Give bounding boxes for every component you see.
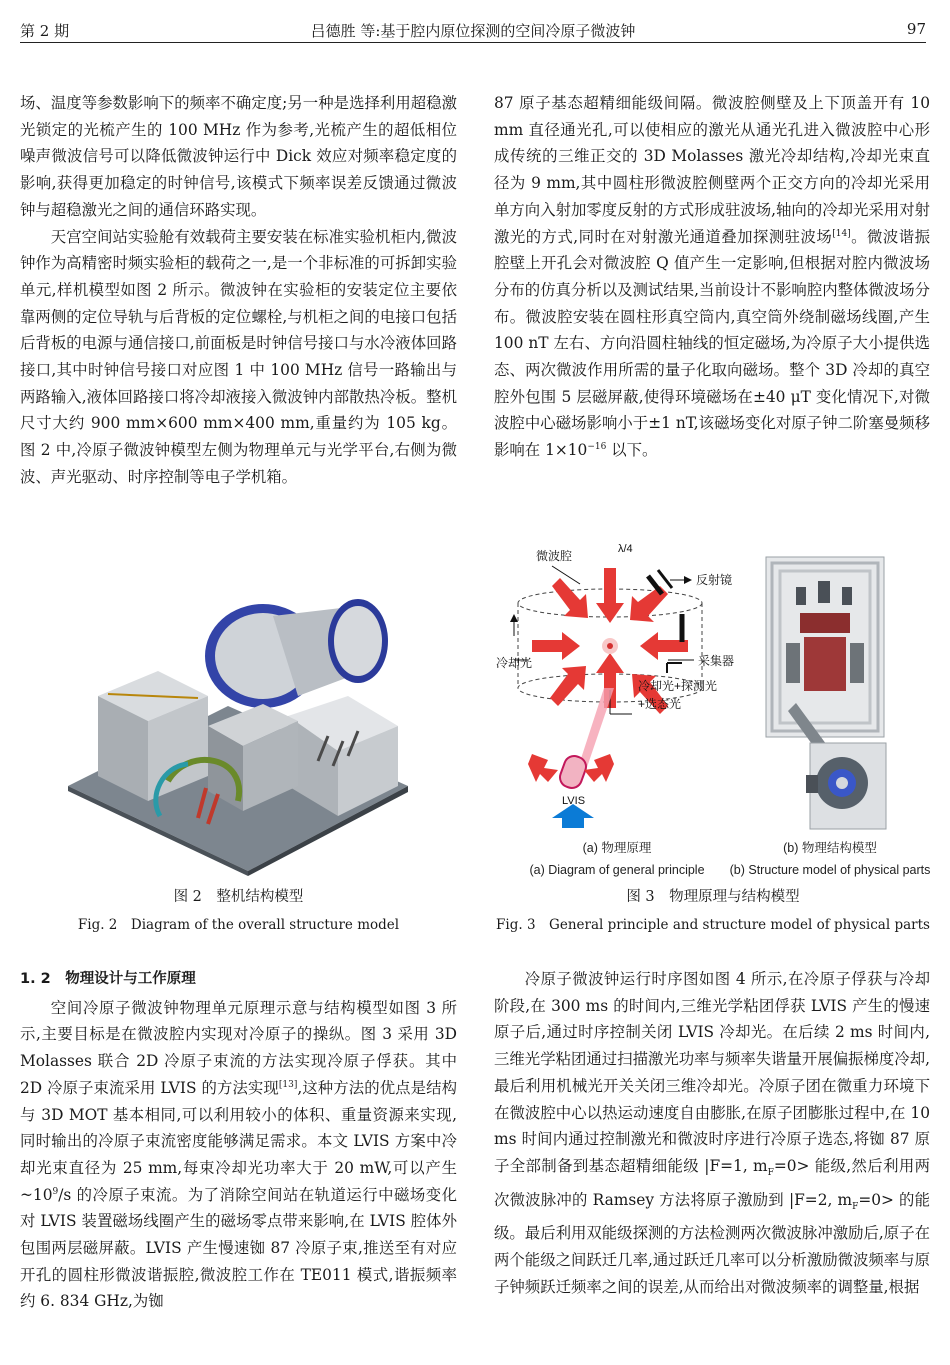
- section-heading: 1. 2 物理设计与工作原理: [20, 971, 196, 987]
- text-run: 以下。: [606, 441, 658, 460]
- subcaption-b-cn: (b) 物理结构模型: [783, 841, 877, 855]
- caption-cn: 图 3 物理原理与结构模型: [626, 889, 800, 905]
- page-header: [20, 10, 926, 43]
- text-run: ,这种方法的优点是结构与 3D MOT 基本相同,可以利用较小的体积、重量资源来实现,同时输出的冷原子束流密度能够满足需求。本文 LVIS 方案中冷却光束直径为 25 mm,每束冷却光功率大于 20 mW,可以产生 ~10: [20, 1078, 457, 1204]
- label-cooling-probe: 冷却光+探测光: [638, 679, 718, 693]
- paragraph: [494, 90, 930, 464]
- text-run: 87 原子基态超精细能级间隔。微波腔侧壁及上下顶盖开有 10 mm 直径通光孔,可以使相应的激光从通光孔进入微波腔中心形成传统的三维正交的 3D Molasses 激光冷却结构,冷却光束直径为 9 mm,其中圆柱形微波腔侧壁两个正交方向的冷却光采用单方向入射加零度反射的方式形成驻波场,轴向的冷却光采用对射激光的方式,同时在对射激光通道叠加探测驻波场: [494, 94, 930, 246]
- running-title: 吕德胜 等:基于腔内原位探测的空间冷原子微波钟: [310, 22, 636, 40]
- general-principle-diagram: [492, 538, 757, 838]
- subscript: F: [852, 1201, 859, 1212]
- text-run: =0> 的能级。最后利用双能级探测的方法检测两次微波脉冲激励后,原子在两个能级之间跃迁几率,通过跃迁几率可以分析激励微波频率与原子钟频跃迁频率之间的误差,从而给出对微波频率的调整量,根据: [494, 1190, 930, 1296]
- exponent: −16: [587, 442, 607, 453]
- subcaption-a-cn: (a) 物理原理: [582, 841, 652, 855]
- paragraph: [494, 966, 930, 1301]
- figure-2-caption: [20, 886, 457, 936]
- text-run: =0> 能级,然后利用两次微波脉冲的 Ramsey 方法将原子激励到 |F=2, m: [494, 1156, 930, 1209]
- subcaption-b-en: (b) Structure model of physical parts: [729, 863, 931, 877]
- right-column-bottom: [494, 966, 930, 1301]
- caption-cn: 图 2 整机结构模型: [173, 889, 304, 905]
- citation-ref[interactable]: [13]: [278, 1079, 298, 1090]
- label-cavity: 微波腔: [536, 549, 573, 563]
- text-run: 。微波谐振腔壁上开孔会对微波腔 Q 值产生一定影响,但根据对腔内微波场分布的仿真分析以及测试结果,当前设计不影响腔内整体微波场分布。微波腔安装在圆柱形真空筒内,真空筒外绕制磁场线圈,产生 100 nT 左右、方向沿圆柱轴线的恒定磁场,为冷原子大小提供选态、两次微波作用所需的量子化取向磁场。整个 3D 冷却的真空腔外包围 5 层磁屏蔽,使得环境磁场在±40 μT 变化情况下,对微波腔中心磁场影响小于±1 nT,该磁场变化对原子钟二阶塞曼频移影响在 1×10: [494, 227, 930, 460]
- figure-3-caption: [490, 886, 936, 936]
- subscript: F: [767, 1168, 774, 1178]
- overall-structure-figure: [48, 586, 428, 876]
- label-lvis: LVIS: [562, 795, 586, 807]
- subcaption-a-en: (a) Diagram of general principle: [529, 863, 705, 877]
- label-cooling-light: 冷却光: [496, 656, 533, 670]
- structure-model-drawing: [760, 553, 890, 839]
- text-run: 冷原子微波钟运行时序图如图 4 所示,在冷原子俘获与冷却阶段,在 300 ms 的时间内,三维光学粘团俘获 LVIS 产生的慢速原子后,通过时序控制关闭 LVIS 冷却光。在后续 2 ms 时间内,三维光学粘团通过扫描激光功率与频率失谐量开展偏振梯度冷却,最后利用机械光开关关闭三维冷却光。冷原子团在微重力环境下在微波腔中心以热运动速度自由膨胀,在原子团膨胀过程中,在 10 ms 时间内通过控制激光和微波时序进行冷原子选态,将铷 87 原子全部制备到基态超精细能级 |F=1, m: [494, 970, 930, 1175]
- text-run: /s 的冷原子束流。为了消除空间站在轨道运行中磁场变化对 LVIS 装置磁场线圈产生的磁场零点带来影响,在 LVIS 腔体外包围两层磁屏蔽。LVIS 产生慢速铷 87 冷原子束,推送至有对应开孔的圆柱形微波谐振腔,微波腔工作在 TE011 模式,谐振频率约 6. 834 GHz,为铷: [20, 1185, 457, 1311]
- paragraph: 天宫空间站实验舱有效载荷主要安装在标准实验机柜内,微波钟作为高精密时频实验柜的载荷之一,是一个非标准的可拆卸实验单元,样机模型如图 2 所示。微波钟在实验柜的安装定位主要依靠两侧的定位导轨与后背板的定位螺栓,与机柜之间的电接口包括后背板的电源与通信接口,前面板是时钟信号接口与水冷液体回路接口,其中时钟信号接口对应图 1 中 100 MHz 信号一路输出与两路输入,液体回路接口将冷却液接入微波钟内部散热冷板。整机尺寸大约 900 mm×600 mm×400 mm,重量约为 105 kg。图 2 中,冷原子微波钟模型左侧为物理单元与光学平台,右侧为微波、声光驱动、时序控制等电子学机箱。: [20, 227, 457, 486]
- label-state-selection: +选态光: [638, 697, 682, 711]
- exponent: 9: [52, 1186, 59, 1197]
- caption-en: Fig. 2 Diagram of the overall structure model: [77, 917, 400, 933]
- fig3a-subcaption: [492, 837, 742, 881]
- left-column-top: [20, 90, 457, 491]
- issue-number: 第 2 期: [20, 22, 70, 40]
- label-mirror: 反射镜: [696, 573, 733, 587]
- paragraph: [20, 995, 457, 1315]
- text-run: 空间冷原子微波钟物理单元原理示意与结构模型如图 3 所示,主要目标是在微波腔内实现对冷原子的操纵。图 3 采用 3D Molasses 联合 2D 冷原子束流的方法实现冷原子俘获。其中 2D 冷原子束流采用 LVIS 的方法实现: [20, 998, 457, 1097]
- page-number: 97: [906, 20, 926, 38]
- label-collector: 采集器: [698, 654, 735, 668]
- left-column-bottom: [20, 966, 457, 1315]
- label-quarter-wave-plate: λ/4: [618, 543, 633, 555]
- fig3b-subcaption: [720, 837, 940, 881]
- citation-ref[interactable]: [14]: [832, 228, 851, 239]
- caption-en: Fig. 3 General principle and structure model of physical parts: [496, 917, 930, 933]
- right-column-top: [494, 90, 930, 464]
- paragraph: 场、温度等参数影响下的频率不确定度;另一种是选择利用超稳激光锁定的光梳产生的 100 MHz 作为参考,光梳产生的超低相位噪声微波信号可以降低微波钟运行中 Dick 效应对频率稳定度的影响,获得更加稳定的时钟信号,该模式下频率误差反馈通过微波钟与超稳激光之间的通信环路实现。: [20, 94, 457, 219]
